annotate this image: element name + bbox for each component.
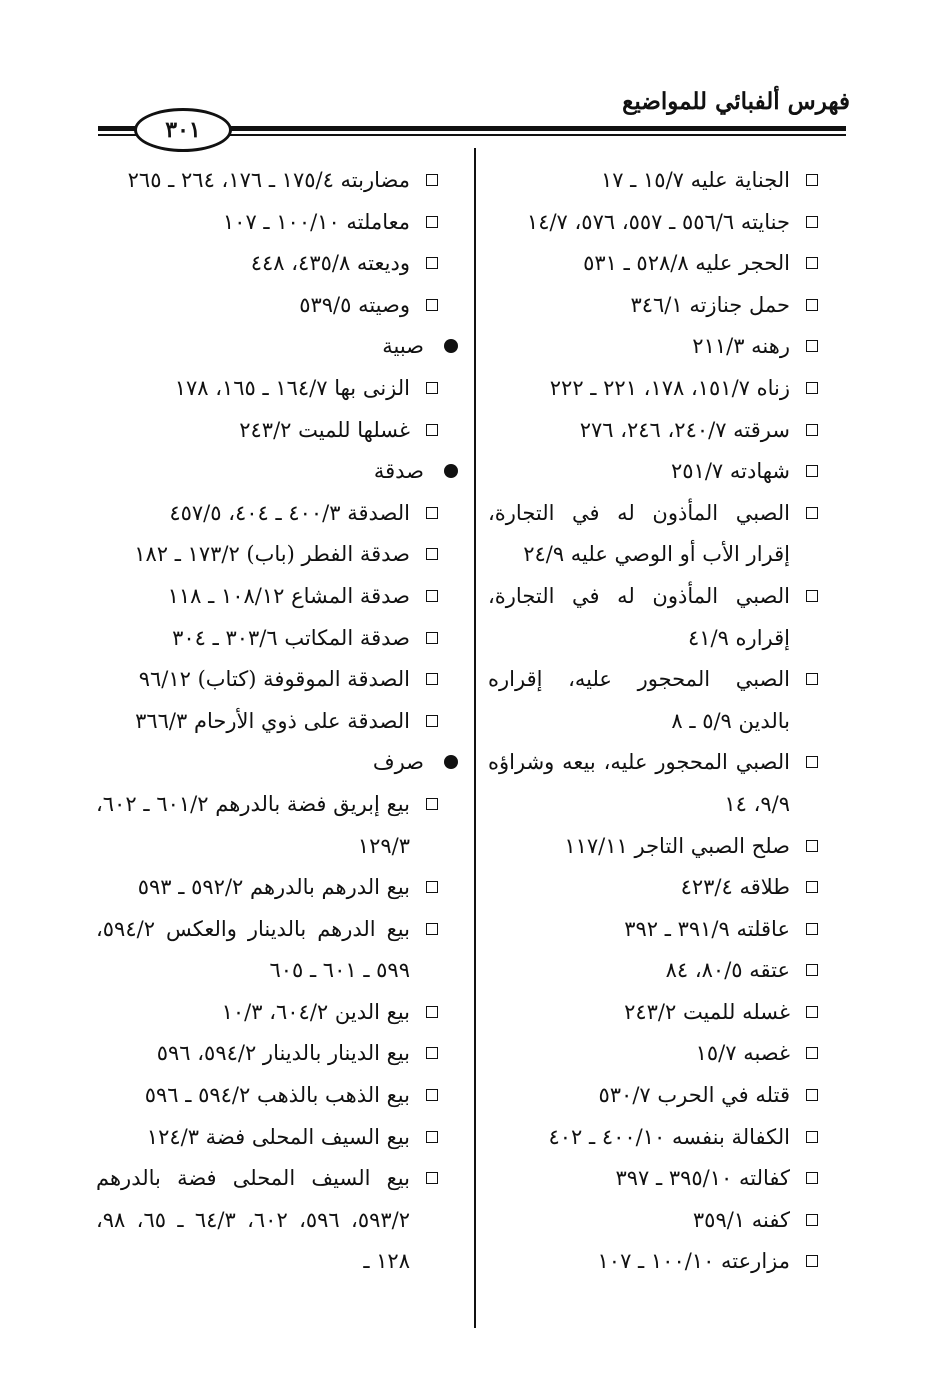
index-entry: [488, 826, 818, 868]
index-entry: [96, 576, 438, 618]
entry-text: صبية: [382, 334, 424, 359]
square-bullet-icon: [806, 1006, 818, 1018]
entry-text: بيع الدين ٦٠٤/٢، ١٠/٣: [221, 999, 410, 1024]
index-entry: [96, 659, 438, 701]
square-bullet-icon: [806, 1172, 818, 1184]
square-bullet-icon: [806, 340, 818, 352]
square-bullet-icon: [426, 715, 438, 727]
square-bullet-icon: [806, 590, 818, 602]
square-bullet-icon: [806, 382, 818, 394]
index-entry: [96, 410, 438, 452]
heading-bullet-icon: [444, 464, 458, 478]
entry-text: صدقة المكاتب ٣٠٣/٦ ـ ٣٠٤: [172, 625, 410, 650]
entry-text: كفنه ٣٥٩/١: [692, 1207, 790, 1232]
index-entry: [488, 493, 818, 576]
square-bullet-icon: [806, 174, 818, 186]
index-entry: [488, 243, 818, 285]
entry-text: بيع الدرهم بالدينار والعكس ٥٩٤/٢، ٥٩٩ ـ ٦٠١ ـ ٦٠٥: [96, 916, 410, 983]
index-entry: [488, 867, 818, 909]
square-bullet-icon: [426, 216, 438, 228]
index-entry: [96, 701, 438, 743]
page-number-badge: [134, 108, 232, 152]
entry-text: الكفالة بنفسه ٤٠٠/١٠ ـ ٤٠٢: [548, 1124, 790, 1149]
square-bullet-icon: [806, 840, 818, 852]
index-entry: [488, 1033, 818, 1075]
index-entry: [96, 493, 438, 535]
entry-text: عاقلته ٣٩١/٩ ـ ٣٩٢: [624, 916, 790, 941]
heading-bullet-icon: [444, 755, 458, 769]
index-entry: [96, 784, 438, 867]
entry-text: شهادته ٢٥١/٧: [670, 459, 790, 484]
index-entry: [96, 618, 438, 660]
square-bullet-icon: [806, 756, 818, 768]
entry-text: وصيته ٥٣٩/٥: [299, 292, 410, 317]
square-bullet-icon: [806, 507, 818, 519]
right-column: [488, 160, 818, 1283]
square-bullet-icon: [806, 465, 818, 477]
entry-text: صدقة: [373, 459, 424, 484]
index-entry: [96, 1117, 438, 1159]
entry-text: الصبي المأذون له في التجارة، إقرار الأب أو الوصي عليه ٢٤/٩: [488, 500, 790, 567]
entry-text: مضاربته ١٧٥/٤ ـ ١٧٦، ٢٦٤ ـ ٢٦٥: [127, 168, 410, 192]
index-entry: [96, 867, 438, 909]
entry-text: بيع إبريق فضة بالدرهم ٦٠١/٢ ـ ٦٠٢، ١٢٩/٣: [96, 791, 410, 858]
entry-text: قتله في الحرب ٥٣٠/٧: [598, 1083, 790, 1108]
square-bullet-icon: [426, 507, 438, 519]
running-header-title: فهرس ألفبائي للمواضيع: [622, 88, 850, 115]
square-bullet-icon: [806, 424, 818, 436]
square-bullet-icon: [426, 174, 438, 186]
index-entry: [96, 1075, 438, 1117]
index-entry: [488, 202, 818, 244]
index-entry: [488, 742, 818, 825]
entry-text: بيع السيف المحلى فضة ١٢٤/٣: [146, 1124, 410, 1149]
entry-text: صدقة المشاع ١٠٨/١٢ ـ ١١٨: [167, 583, 410, 608]
index-heading: [96, 742, 438, 784]
entry-text: صدقة الفطر (باب) ١٧٣/٢ ـ ١٨٢: [134, 542, 410, 567]
entry-text: الصبي المحجور عليه، إقراره بالدين ٥/٩ ـ ٨: [488, 667, 790, 733]
entry-text: عتقه ٨٠/٥، ٨٤: [665, 958, 790, 983]
square-bullet-icon: [806, 673, 818, 685]
index-entry: [488, 909, 818, 951]
index-entry: [488, 1117, 818, 1159]
index-heading: [96, 451, 438, 493]
entry-text: زناه ١٥١/٧، ١٧٨، ٢٢١ ـ ٢٢٢: [549, 375, 790, 400]
square-bullet-icon: [426, 590, 438, 602]
square-bullet-icon: [806, 1255, 818, 1267]
entry-text: غصبه ١٥/٧: [695, 1041, 790, 1066]
index-entry: [96, 285, 438, 327]
heading-bullet-icon: [444, 339, 458, 353]
index-entry: [96, 243, 438, 285]
entry-text: صرف: [372, 750, 424, 775]
entry-text: الجناية عليه ١٥/٧ ـ ١٧: [600, 168, 790, 192]
square-bullet-icon: [426, 673, 438, 685]
column-divider: [474, 148, 476, 1328]
index-entry: [488, 1158, 818, 1200]
square-bullet-icon: [426, 1006, 438, 1018]
square-bullet-icon: [426, 1172, 438, 1184]
index-entry: [488, 950, 818, 992]
square-bullet-icon: [426, 257, 438, 269]
index-entry: [96, 909, 438, 992]
index-entry: [488, 992, 818, 1034]
index-entry: [96, 1033, 438, 1075]
square-bullet-icon: [426, 382, 438, 394]
left-column: [96, 160, 438, 1283]
square-bullet-icon: [806, 1089, 818, 1101]
square-bullet-icon: [806, 257, 818, 269]
index-entry: [96, 1158, 438, 1283]
entry-text: رهنه ٢١١/٣: [692, 334, 790, 359]
entry-text: مزارعته ١٠٠/١٠ ـ ١٠٧: [597, 1249, 790, 1274]
entry-text: سرقته ٢٤٠/٧، ٢٤٦، ٢٧٦: [579, 417, 790, 442]
index-entry: [488, 1075, 818, 1117]
square-bullet-icon: [426, 299, 438, 311]
page-number: ٣٠١: [165, 117, 201, 143]
square-bullet-icon: [426, 548, 438, 560]
entry-text: صلح الصبي التاجر ١١٧/١١: [564, 833, 790, 858]
entry-text: الزنى بها ١٦٤/٧ ـ ١٦٥، ١٧٨: [174, 375, 410, 400]
index-entry: [96, 368, 438, 410]
square-bullet-icon: [426, 632, 438, 644]
entry-text: الصبي المأذون له في التجارة، إقراره ٤١/٩: [488, 583, 790, 650]
entry-text: بيع السيف المحلى فضة بالدرهم ٥٩٣/٢، ٥٩٦، ٦٠٢، ٦٤/٣ ـ ٦٥، ٩٨، ١٢٨ ـ: [96, 1166, 411, 1274]
index-entry: [488, 410, 818, 452]
entry-text: غسلها للميت ٢٤٣/٢: [239, 417, 410, 442]
entry-text: طلاقه ٤٢٣/٤: [680, 875, 790, 900]
index-heading: [96, 326, 438, 368]
index-entry: [96, 202, 438, 244]
index-entry: [96, 534, 438, 576]
index-entry: [488, 576, 818, 659]
entry-text: بيع الذهب بالذهب ٥٩٤/٢ ـ ٥٩٦: [144, 1083, 410, 1108]
square-bullet-icon: [426, 798, 438, 810]
square-bullet-icon: [806, 964, 818, 976]
square-bullet-icon: [426, 1131, 438, 1143]
square-bullet-icon: [806, 881, 818, 893]
square-bullet-icon: [806, 923, 818, 935]
index-entry: [488, 451, 818, 493]
entry-text: الصبي المحجور عليه، بيعه وشراؤه ٩/٩، ١٤: [488, 750, 790, 816]
entry-text: حمل جنازته ٣٤٦/١: [630, 292, 790, 317]
square-bullet-icon: [426, 424, 438, 436]
square-bullet-icon: [426, 1047, 438, 1059]
entry-text: بيع الدينار بالدينار ٥٩٤/٢، ٥٩٦: [156, 1041, 410, 1066]
entry-text: الحجر عليه ٥٢٨/٨ ـ ٥٣١: [583, 251, 790, 276]
entry-text: معاملته ١٠٠/١٠ ـ ١٠٧: [222, 209, 410, 234]
square-bullet-icon: [426, 1089, 438, 1101]
index-entry: [96, 992, 438, 1034]
entry-text: الصدقة على ذوي الأرحام ٣٦٦/٣: [135, 708, 410, 733]
entry-text: الصدقة الموقوفة (كتاب) ٩٦/١٢: [138, 667, 410, 692]
square-bullet-icon: [426, 923, 438, 935]
square-bullet-icon: [806, 1214, 818, 1226]
square-bullet-icon: [426, 881, 438, 893]
index-entry: [488, 659, 818, 742]
square-bullet-icon: [806, 1047, 818, 1059]
index-entry: [96, 160, 438, 202]
entry-text: كفالته ٣٩٥/١٠ ـ ٣٩٧: [615, 1166, 790, 1191]
index-entry: [488, 285, 818, 327]
index-entry: [488, 326, 818, 368]
entry-text: الصدقة ٤٠٠/٣ ـ ٤٠٤، ٤٥٧/٥: [169, 500, 410, 525]
square-bullet-icon: [806, 299, 818, 311]
index-entry: [488, 1241, 818, 1283]
index-entry: [488, 160, 818, 202]
square-bullet-icon: [806, 1131, 818, 1143]
index-entry: [488, 1200, 818, 1242]
square-bullet-icon: [806, 216, 818, 228]
entry-text: جنايته ٥٥٦/٦ ـ ٥٥٧، ٥٧٦، ١٤/٧: [526, 209, 790, 234]
entry-text: غسله للميت ٢٤٣/٢: [624, 999, 790, 1024]
entry-text: وديعته ٤٣٥/٨، ٤٤٨: [250, 251, 410, 276]
entry-text: بيع الدرهم بالدرهم ٥٩٢/٢ ـ ٥٩٣: [137, 875, 410, 900]
index-entry: [488, 368, 818, 410]
